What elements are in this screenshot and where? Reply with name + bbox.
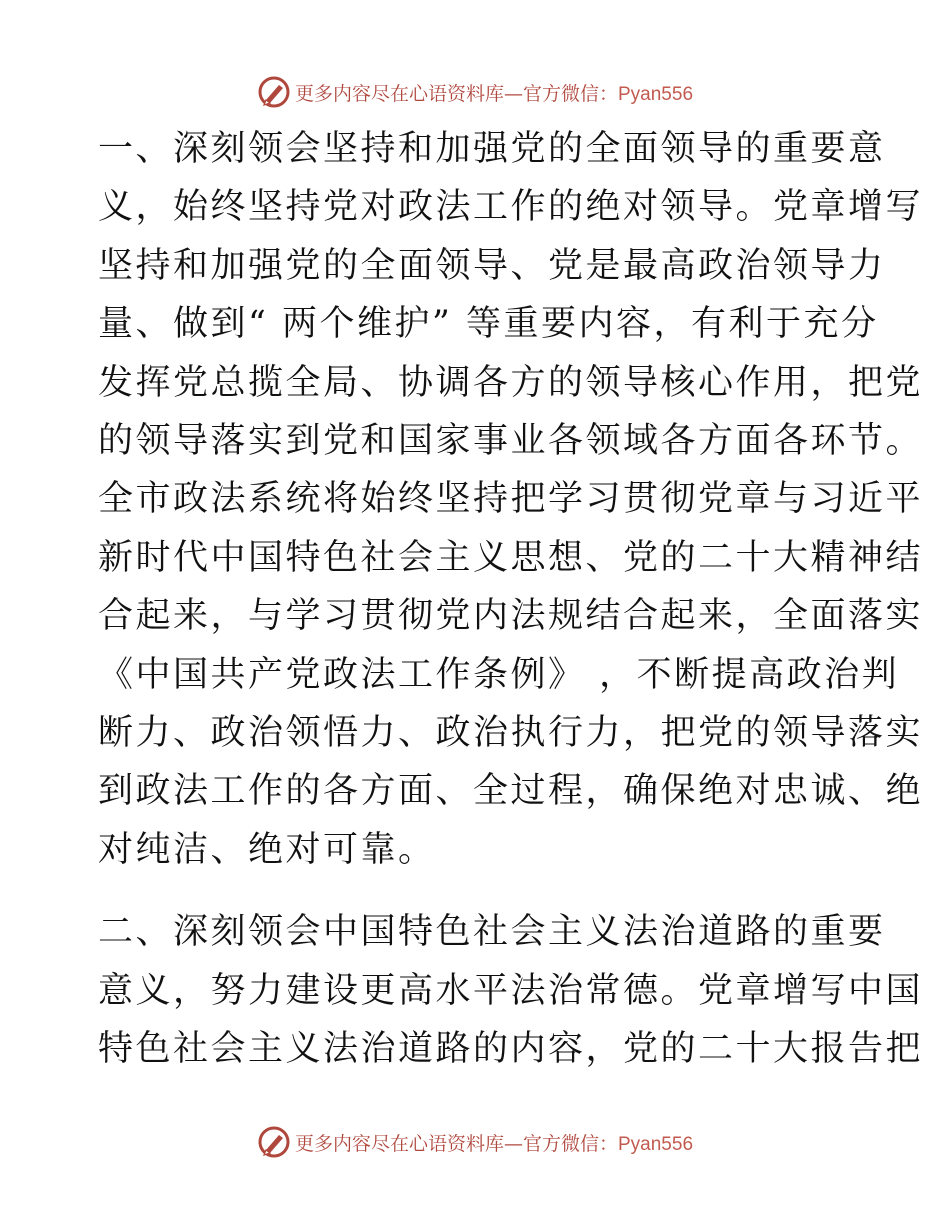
text-line: 发挥党总揽全局、协调各方的领导核心作用，把党 xyxy=(98,362,924,403)
paragraph-1 xyxy=(98,120,924,879)
text-line: 义，始终坚持党对政法工作的绝对领导。党章增写 xyxy=(98,187,924,228)
pen-in-circle-icon xyxy=(257,75,291,109)
text-line: 全市政法系统将始终坚持把学习贯彻党章与习近平 xyxy=(98,479,924,520)
document-body xyxy=(98,120,924,1079)
text-line: 的领导落实到党和国家事业各领域各方面各环节。 xyxy=(98,421,924,462)
wechat-id: Pyan556 xyxy=(618,83,694,105)
text-line: 新时代中国特色社会主义思想、党的二十大精神结 xyxy=(98,537,924,578)
footer-text: 更多内容尽在心语资料库—官方微信：Pyan556 xyxy=(294,1132,694,1155)
text-line: 合起来，与学习贯彻党内法规结合起来，全面落实 xyxy=(98,596,924,637)
text-line: 意义，努力建设更高水平法治常德。党章增写中国 xyxy=(98,970,924,1011)
text-line: 二、深刻领会中国特色社会主义法治道路的重要 xyxy=(98,912,886,953)
pen-in-circle-icon xyxy=(257,1125,291,1159)
header-text: 更多内容尽在心语资料库—官方微信：Pyan556 xyxy=(294,82,694,105)
text-line: 坚持和加强党的全面领导、党是最高政治领导力 xyxy=(98,245,886,286)
text-line: 《中国共产党政法工作条例》 ，不断提高政治判 xyxy=(98,654,900,695)
text-line: 断力、政治领悟力、政治执行力，把党的领导落实 xyxy=(98,713,924,754)
text-line: 量、做到“ 两个维护” 等重要内容，有利于充分 xyxy=(98,304,879,345)
text-line: 到政法工作的各方面、全过程，确保绝对忠诚、绝 xyxy=(98,771,924,812)
wechat-id: Pyan556 xyxy=(618,1133,694,1155)
page-header xyxy=(0,72,950,112)
text-line: 对纯洁、绝对可靠。 xyxy=(98,829,436,870)
text-line: 一、深刻领会坚持和加强党的全面领导的重要意 xyxy=(98,129,886,169)
text-line: 特色社会主义法治道路的内容，党的二十大报告把 xyxy=(98,1029,924,1070)
page-footer xyxy=(0,1122,950,1162)
paragraph-2 xyxy=(98,903,924,1078)
